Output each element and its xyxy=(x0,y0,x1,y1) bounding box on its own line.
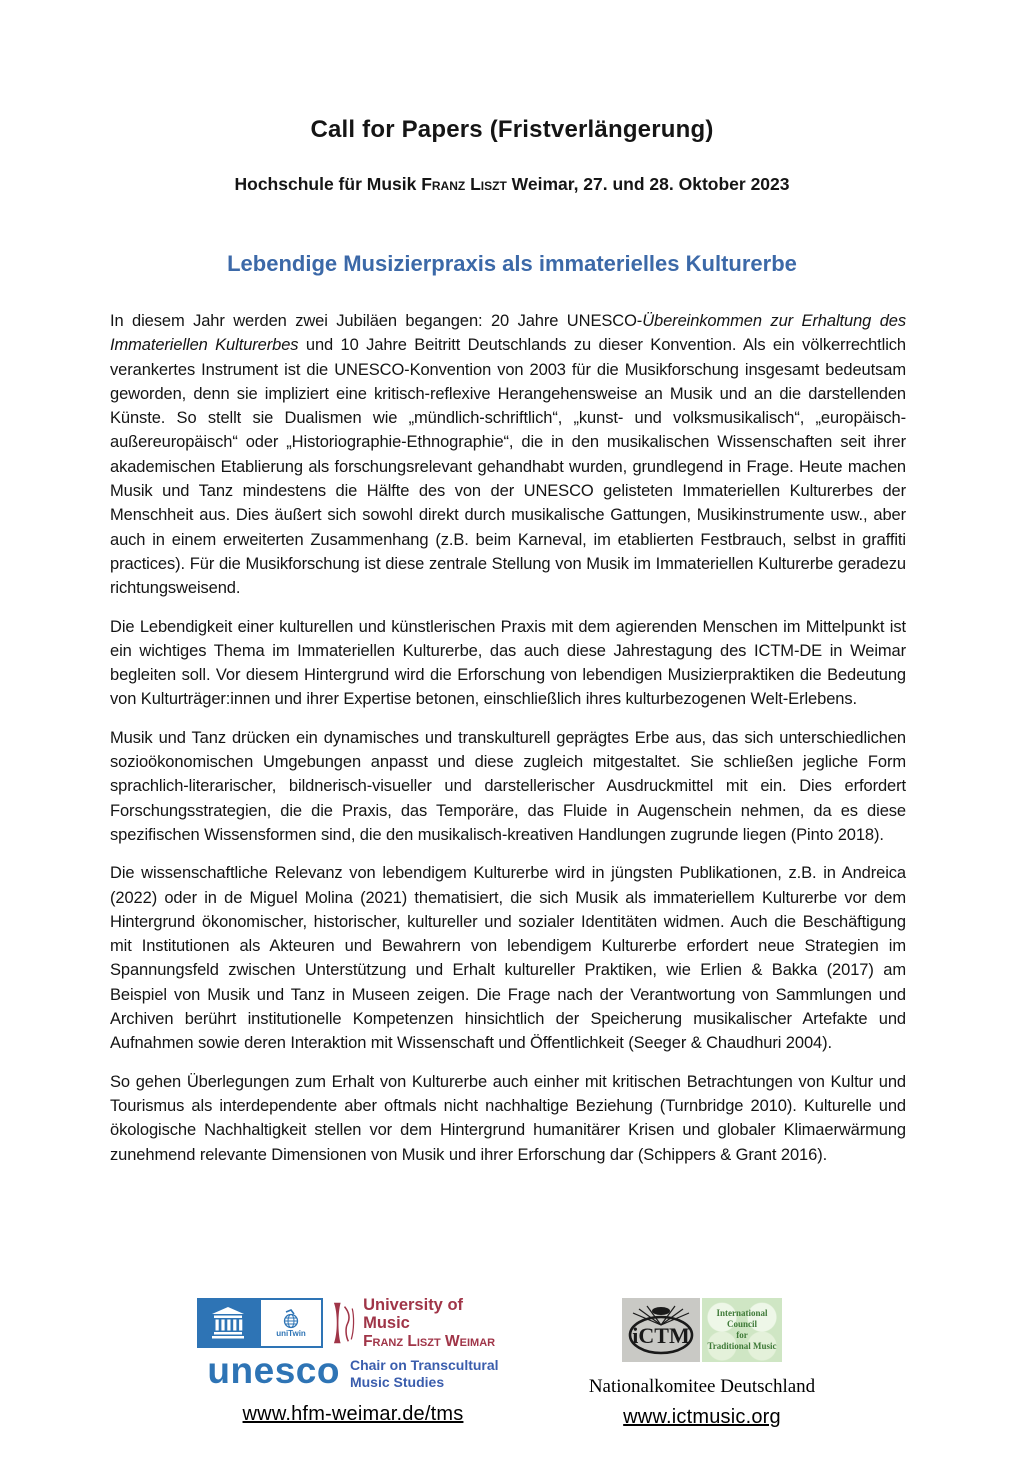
ictm-seal-line2: for xyxy=(736,1330,748,1340)
unesco-logo xyxy=(197,1298,323,1348)
chair-label-line1: Chair on Transcultural xyxy=(349,1357,499,1373)
footer-logos xyxy=(0,1298,1024,1429)
temple-icon xyxy=(208,1303,248,1343)
paragraph-1-post: und 10 Jahre Beitritt Deutschlands zu dieser Konvention. Als ein völkerrechtlich verankertes Instrument ist die UNESCO-Konvention von 2003 für die Musikforschung insgesamt bedeutsam geworden, denn sie impliziert eine kritisch-reflexive Herangehensweise an Musik und an die darstellenden Künste. So stellt sie Dualismen wie „mündlich-schriftlich“, „kunst- und volksmusikalisch“, „europäisch-außereuropäisch“ oder „Historiographie-Ethnographie“, die in den musikalischen Wissenschaften seit ihrer akademischen Etablierung als forschungsrelevant gehandhabt wurden, grundlegend in Frage. Heute machen Musik und Tanz mindestens die Hälfte des von der UNESCO gelisteten Immateriellen Kulturerbes der Menschheit aus. Dies äußert sich sowohl direkt durch musikalische Gattungen, Musikinstrumente usw., aber auch in einem erweiterten Zusammenhang (z.B. beim Karneval, im etablierten Festbrauch, selbst in graffiti practices). Für die Musikforschung ist diese zentrale Stellung von Musik im Immateriellen Kulturerbe geradezu richtungsweisend. xyxy=(110,336,906,598)
ictm-green-seal xyxy=(702,1298,782,1362)
ictm-block xyxy=(580,1298,824,1429)
svg-text:iCTM: iCTM xyxy=(632,1323,690,1348)
paragraph-2: Die Lebendigkeit einer kulturellen und künstlerischen Praxis mit dem agierenden Menschen im Mittelpunkt ist ein wichtiges Thema im Immateriellen Kulturerbe, das auch diese Jahrestagung des ICTM-DE in Weimar begleiten soll. Vor diesem Hintergrund wird die Erforschung von lebendigen Musizierpraktiken die Bedeutung von Kulturträger:innen und ihrer Expertise betonen, einschließlich ihres kulturbezogenen Welt-Erlebens. xyxy=(110,617,906,709)
ictm-seal-line3: Traditional Music xyxy=(707,1341,777,1352)
unesco-chair-block xyxy=(197,1298,509,1429)
paragraph-4: Die wissenschaftliche Relevanz von lebendigem Kulturerbe wird in jüngsten Publikationen, z.B. in Andreica (2022) oder in de Miguel Molina (2021) thematisiert, die sich Musik als immateriellem Kulturerbe vor dem Hintergrund ökonomischer, historischer, kultureller und sozialer Identitäten widmen. Auch die Beschäftigung mit Institutionen als Akteuren und Bewahrern von lebendigem Kulturerbe erfordert neue Strategien im Spannungsfeld zwischen Unterstützung und Erhalt kultureller Praktiken, wie Erlien & Bakka (2017) am Beispiel von Musik und Tanz in Museen zeigen. Die Frage nach der Verantwortung von Sammlungen und Archiven berührt institutionelle Kompetenzen hinsichtlich der Speicherung musikalischer Artefakte und Aufnahmen sowie deren Interaktion mit Wissenschaft und Öffentlichkeit (Seeger & Chaudhuri 2004). xyxy=(110,864,906,1053)
paragraph-1-convention-title: Übereinkommen zur Erhaltung des Immateriellen Kulturerbes xyxy=(110,312,906,355)
unesco-temple-panel xyxy=(197,1298,259,1348)
paragraph-1-pre: In diesem Jahr werden zwei Jubiläen begangen: 20 Jahre UNESCO- xyxy=(110,312,643,330)
paragraph-1 xyxy=(110,309,906,601)
unesco-wordmark: unesco xyxy=(207,1350,340,1391)
ictm-logo xyxy=(622,1298,700,1362)
paragraph-3: Musik und Tanz drücken ein dynamisches und transkulturell geprägtes Erbe aus, das sich unterschiedlichen sozioökonomischen Umgebungen anpasst und diese zugleich mitgestaltet. Sie schließen jegliche Form sprachlich-literarischer, bildnerisch-visueller und darstellerischer Ausdruckmittel mit ein. Dies erfordert Forschungsstrategien, die die Praxis, das Temporäre, das Fluide in Augenschein nehmen, da es diese spezifischen Wissensformen sind, die den musikalisch-kreativen Handlungen zugrunde liegen (Pinto 2018). xyxy=(110,728,906,844)
subtitle-institution-name: Franz Liszt xyxy=(421,174,507,194)
ictm-rays-icon xyxy=(625,1301,697,1359)
body-text xyxy=(110,309,906,1167)
hfm-weimar-link[interactable]: www.hfm-weimar.de/tms xyxy=(242,1402,464,1425)
conference-theme-heading: Lebendige Musizierpraxis als immaterielles Kulturerbe xyxy=(227,251,797,276)
paragraph-5: So gehen Überlegungen zum Erhalt von Kulturerbe auch einher mit kritischen Betrachtungen von Kultur und Tourismus als interdependente aber oftmals nicht nachhaltige Beziehung (Turnbridge 2010). Kulturelle und ökologische Nachhaltigkeit stellen vor dem Hintergrund humanitärer Krisen und globaler Klimaerwärmung zunehmend relevante Dimensionen von Musik und ihrer Erforschung dar (Schippers & Grant 2016). xyxy=(110,1072,906,1164)
chair-label-line2: Music Studies xyxy=(349,1373,445,1390)
hfm-line1: University of Music xyxy=(363,1296,464,1333)
ictm-seal-line1: International Council xyxy=(716,1307,768,1329)
unitwin-label: uniTwin xyxy=(276,1328,306,1338)
subtitle-pre: Hochschule für Musik xyxy=(234,174,422,194)
nationalkomitee-label: Nationalkomitee Deutschland xyxy=(588,1376,816,1397)
organ-pipes-icon xyxy=(331,1300,356,1346)
subtitle-post: Weimar, 27. und 28. Oktober 2023 xyxy=(506,174,790,194)
unitwin-globe-icon xyxy=(280,1309,302,1329)
ictm-link[interactable]: www.ictmusic.org xyxy=(623,1406,781,1428)
unitwin-panel xyxy=(259,1298,323,1348)
event-subtitle xyxy=(0,174,1024,195)
hfm-line2: Franz Liszt Weimar xyxy=(363,1332,496,1350)
hfm-weimar-logo xyxy=(331,1298,509,1348)
chair-label xyxy=(350,1356,499,1391)
page-title: Call for Papers (Fristverlängerung) xyxy=(310,116,714,143)
